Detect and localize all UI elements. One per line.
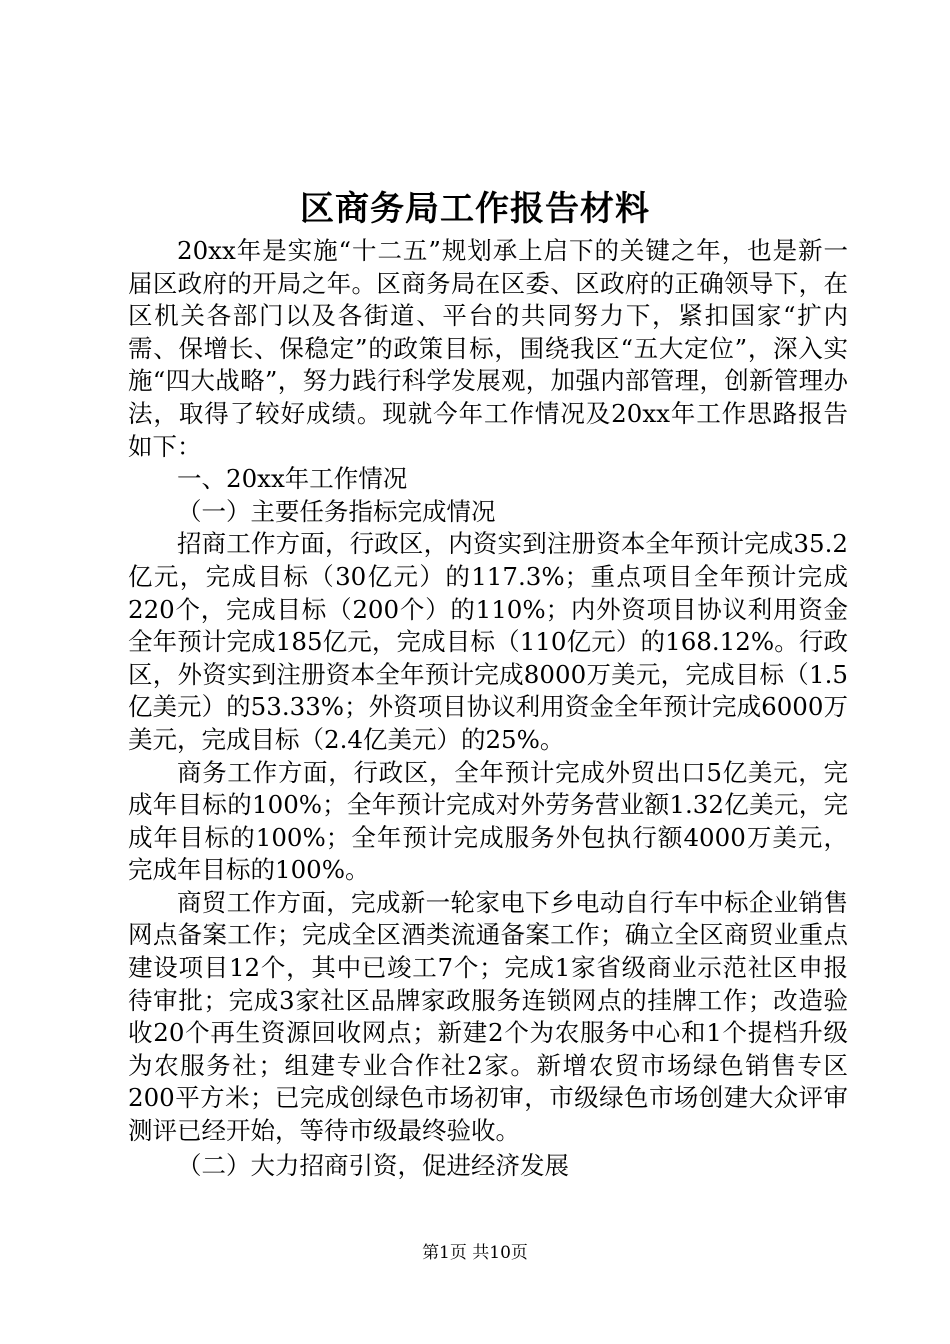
commerce-paragraph: 商务工作方面，行政区，全年预计完成外贸出口5亿美元，完成年目标的100%；全年预计完成对外劳务营业额1.32亿美元，完成年目标的100%；全年预计完成服务外包执行额4000万美元，完成年目标的100%。 xyxy=(128,757,848,885)
trade-paragraph: 商贸工作方面，完成新一轮家电下乡电动自行车中标企业销售网点备案工作；完成全区酒类流通备案工作；确立全区商贸业重点建设项目12个，其中已竣工7个；完成1家省级商业示范社区申报待审批；完成3家社区品牌家政服务连锁网点的挂牌工作；改造验收20个再生资源回收网点；新建2个为农服务中心和1个提档升级为农服务社；组建专业合作社2家。新增农贸市场绿色销售专区200平方米；已完成创绿色市场初审，市级绿色市场创建大众评审测评已经开始，等待市级最终验收。 xyxy=(128,887,848,1146)
subsection-heading-2: （二）大力招商引资，促进经济发展 xyxy=(177,1151,569,1180)
document-title: 区商务局工作报告材料 xyxy=(300,189,650,229)
subsection-heading-1: （一）主要任务指标完成情况 xyxy=(177,496,496,526)
intro-paragraph: 20xx年是实施“十二五”规划承上启下的关键之年，也是新一届区政府的开局之年。区商务局在区委、区政府的正确领导下，在区机关各部门以及各街道、平台的共同努力下，紧扣国家“扩内需、保增长、保稳定”的政策目标，围绕我区“五大定位”，深入实施“四大战略”，努力践行科学发展观，加强内部管理，创新管理办法，取得了较好成绩。现就今年工作情况及20xx年工作思路报告如下： xyxy=(128,236,848,461)
page-footer: 第1页 共10页 xyxy=(422,1243,528,1263)
document-body xyxy=(128,235,848,1148)
section-heading-1: 一、20xx年工作情况 xyxy=(177,464,408,494)
investment-paragraph: 招商工作方面，行政区，内资实到注册资本全年预计完成35.2亿元，完成目标（30亿元）的117.3%；重点项目全年预计完成220个，完成目标（200个）的110%；内外资项目协议利用资金全年预计完成185亿元，完成目标（110亿元）的168.12%。行政区，外资实到注册资本全年预计完成8000万美元，完成目标（1.5亿美元）的53.33%；外资项目协议利用资金全年预计完成6000万美元，完成目标（2.4亿美元）的25%。 xyxy=(128,529,848,754)
